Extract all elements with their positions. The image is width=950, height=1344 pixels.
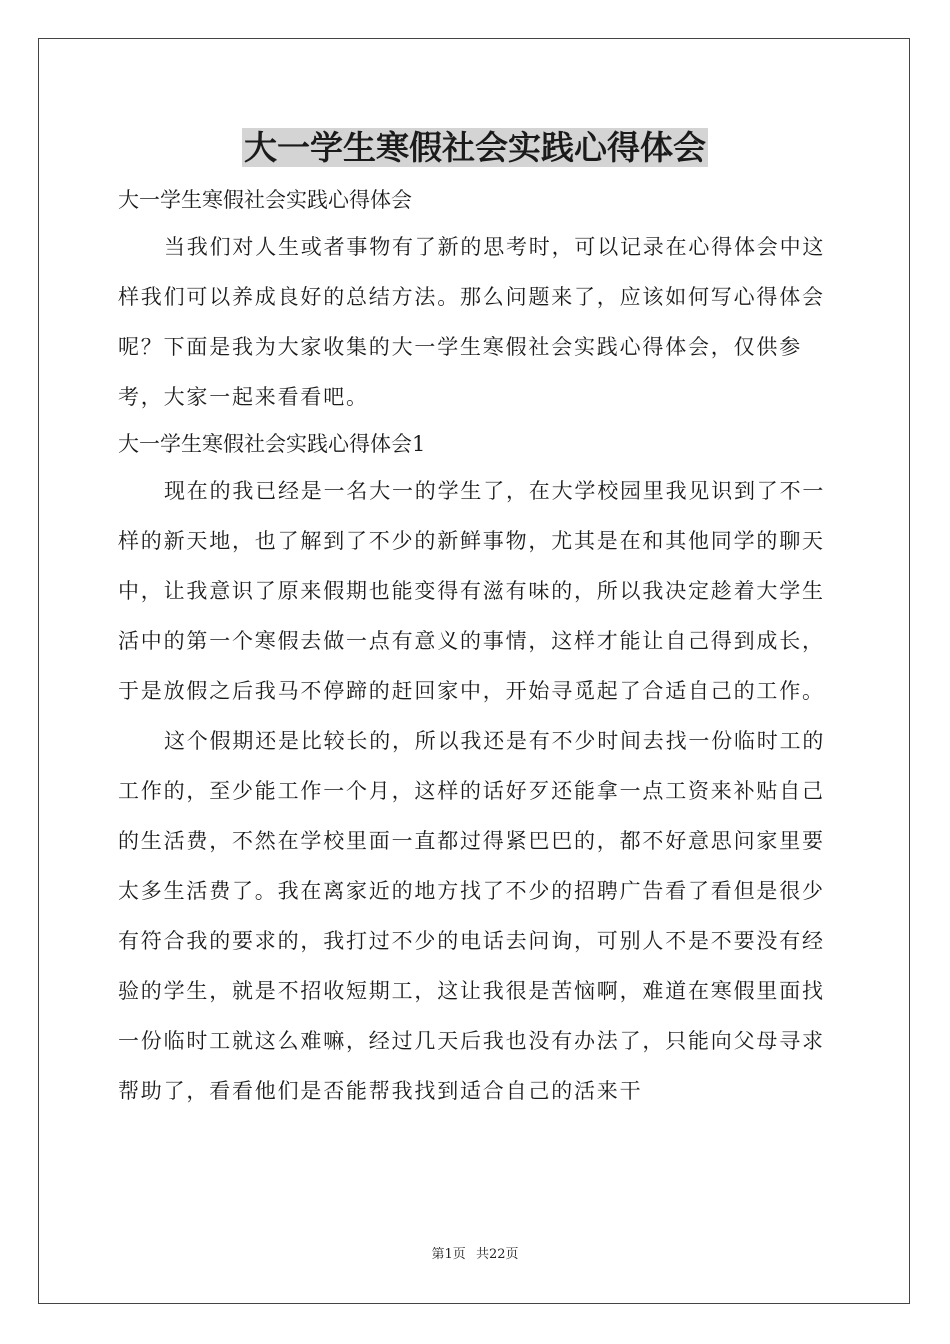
intro-paragraph: 当我们对人生或者事物有了新的思考时，可以记录在心得体会中这样我们可以养成良好的总结方法。那么问题来了，应该如何写心得体会呢？下面是我为大家收集的大一学生寒假社会实践心得体会，仅供参考，大家一起来看看吧。 [118,235,826,409]
page-number: 第1页 [431,1247,466,1262]
document-subtitle: 大一学生寒假社会实践心得体会 [118,188,412,212]
page-footer [0,1246,950,1264]
document-body [118,178,834,1116]
document-title [0,124,950,172]
document-title-text: 大一学生寒假社会实践心得体会 [244,128,706,167]
body-paragraph-2: 这个假期还是比较长的，所以我还是有不少时间去找一份临时工的工作的，至少能工作一个月，这样的话好歹还能拿一点工资来补贴自己的生活费，不然在学校里面一直都过得紧巴巴的，都不好意思问家里要太多生活费了。我在离家近的地方找了不少的招聘广告看了看但是很少有符合我的要求的，我打过不少的电话去问询，可别人不是不要没有经验的学生，就是不招收短期工，这让我很是苦恼啊，难道在寒假里面找一份临时工就这么难嘛，经过几天后我也没有办法了，只能向父母寻求帮助了，看看他们是否能帮我找到适合自己的活来干 [118,729,826,1103]
body-paragraph-1: 现在的我已经是一名大一的学生了，在大学校园里我见识到了不一样的新天地，也了解到了不少的新鲜事物，尤其是在和其他同学的聊天中，让我意识了原来假期也能变得有滋有味的，所以我决定趁着大学生活中的第一个寒假去做一点有意义的事情，这样才能让自己得到成长，于是放假之后我马不停蹄的赶回家中，开始寻觅起了合适自己的工作。 [118,479,826,703]
total-pages: 共22页 [475,1247,519,1262]
section-heading: 大一学生寒假社会实践心得体会1 [118,432,426,456]
